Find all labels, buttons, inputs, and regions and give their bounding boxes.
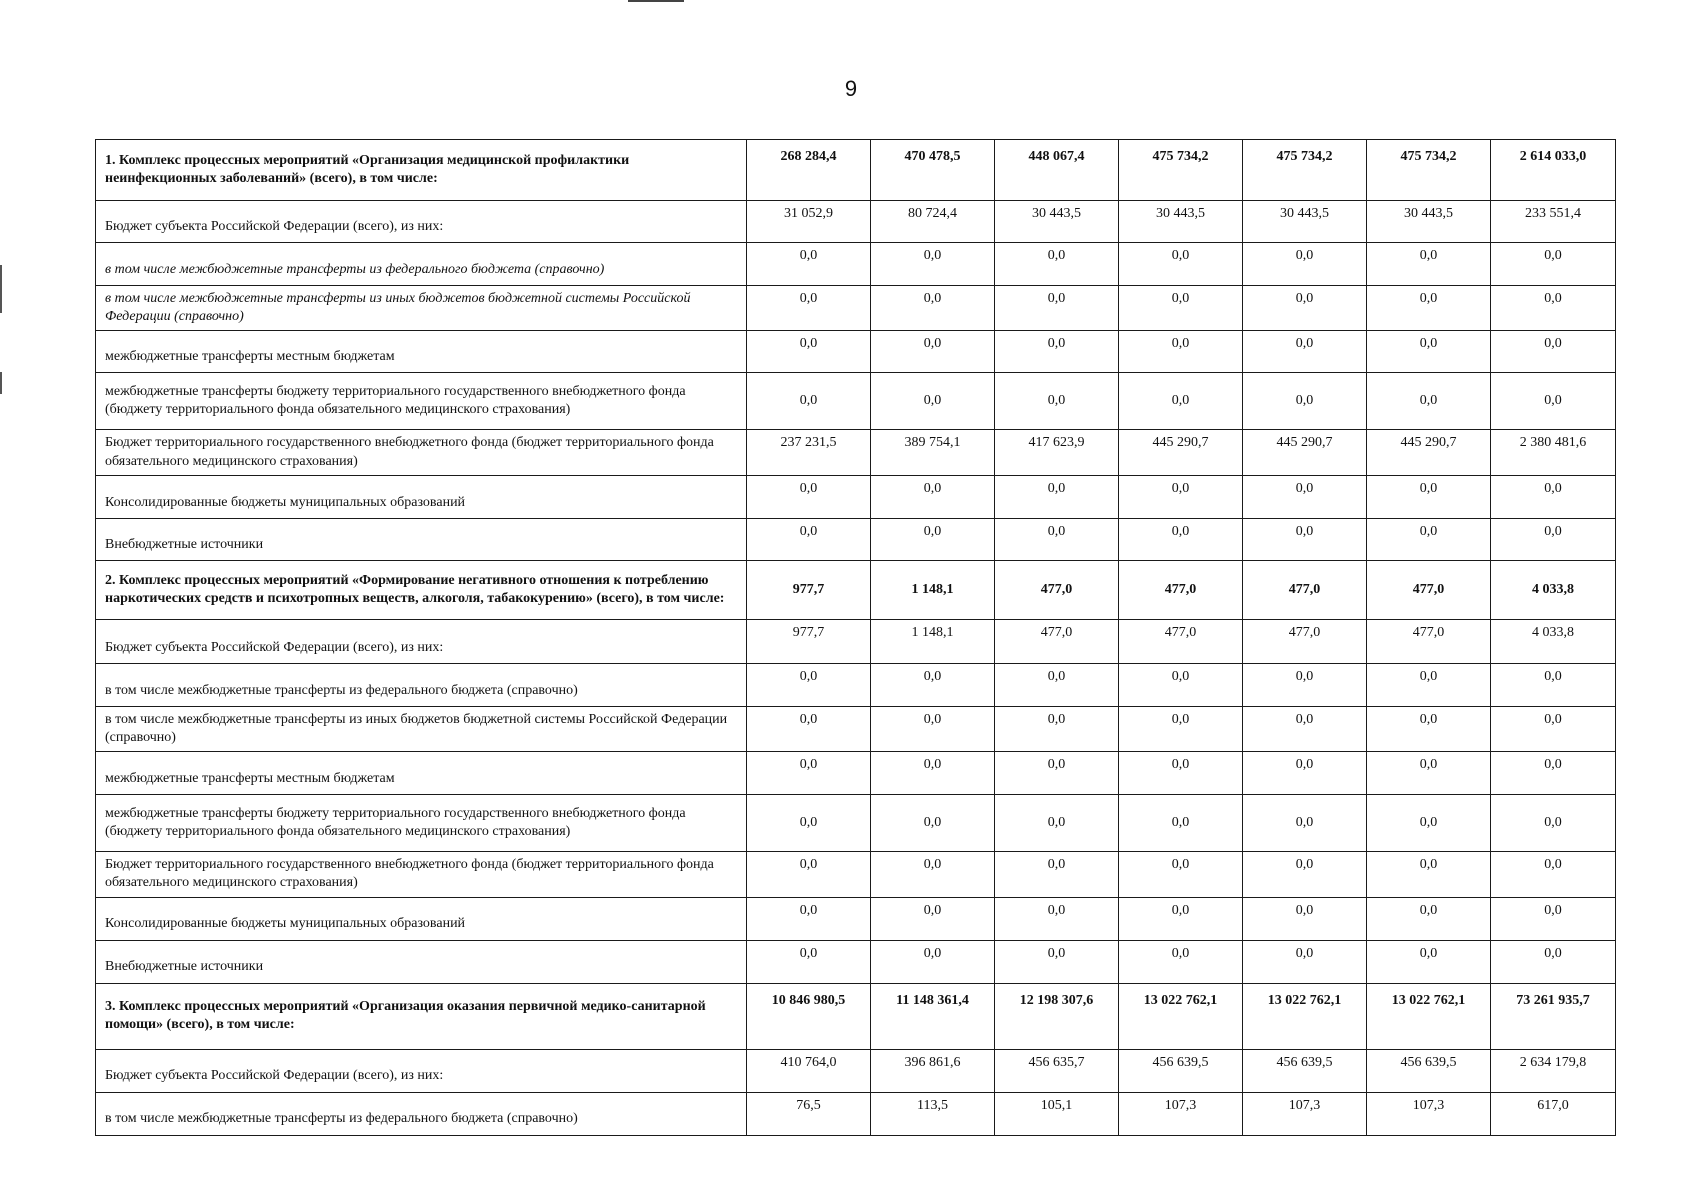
value-cell: 0,0: [995, 940, 1119, 983]
value-cell: 0,0: [1491, 243, 1616, 286]
value-cell: 30 443,5: [1243, 201, 1367, 243]
value-cell: 1 148,1: [871, 560, 995, 619]
table-row: [96, 983, 1616, 1049]
value-cell: 0,0: [1243, 706, 1367, 751]
value-cell: 0,0: [995, 331, 1119, 373]
value-cell: 233 551,4: [1491, 201, 1616, 243]
value-cell: 0,0: [995, 852, 1119, 897]
row-label: в том числе межбюджетные трансферты из иных бюджетов бюджетной системы Российской Федерации (справочно): [96, 286, 747, 331]
row-label: в том числе межбюджетные трансферты из федерального бюджета (справочно): [96, 1092, 747, 1135]
value-cell: 0,0: [1491, 795, 1616, 852]
value-cell: 0,0: [871, 475, 995, 518]
value-cell: 0,0: [747, 852, 871, 897]
value-cell: 0,0: [995, 286, 1119, 331]
value-cell: 0,0: [1367, 940, 1491, 983]
value-cell: 0,0: [1367, 795, 1491, 852]
value-cell: 0,0: [1119, 795, 1243, 852]
value-cell: 0,0: [747, 331, 871, 373]
value-cell: 0,0: [1243, 475, 1367, 518]
value-cell: 475 734,2: [1119, 140, 1243, 201]
value-cell: 268 284,4: [747, 140, 871, 201]
row-label: в том числе межбюджетные трансферты из федерального бюджета (справочно): [96, 663, 747, 706]
value-cell: 445 290,7: [1243, 430, 1367, 475]
value-cell: 0,0: [871, 940, 995, 983]
table-row: [96, 752, 1616, 795]
value-cell: 0,0: [1367, 663, 1491, 706]
value-cell: 0,0: [995, 518, 1119, 560]
row-label: 2. Комплекс процессных мероприятий «Формирование негативного отношения к потреблению наркотических средств и психотропных веществ, алкоголя, табакокурению» (всего), в том числе:: [96, 560, 747, 619]
value-cell: 0,0: [1119, 518, 1243, 560]
table-row: [96, 619, 1616, 663]
value-cell: 0,0: [995, 752, 1119, 795]
value-cell: 0,0: [995, 897, 1119, 940]
row-label: в том числе межбюджетные трансферты из федерального бюджета (справочно): [96, 243, 747, 286]
value-cell: 0,0: [995, 373, 1119, 430]
value-cell: 0,0: [871, 373, 995, 430]
value-cell: 0,0: [747, 518, 871, 560]
table-row: [96, 897, 1616, 940]
value-cell: 0,0: [747, 243, 871, 286]
value-cell: 0,0: [1491, 518, 1616, 560]
value-cell: 10 846 980,5: [747, 983, 871, 1049]
value-cell: 0,0: [871, 243, 995, 286]
value-cell: 0,0: [1491, 852, 1616, 897]
value-cell: 0,0: [1119, 475, 1243, 518]
value-cell: 0,0: [1243, 518, 1367, 560]
value-cell: 2 634 179,8: [1491, 1049, 1616, 1092]
value-cell: 477,0: [995, 619, 1119, 663]
value-cell: 31 052,9: [747, 201, 871, 243]
value-cell: 0,0: [1119, 663, 1243, 706]
value-cell: 30 443,5: [1119, 201, 1243, 243]
table-row: [96, 940, 1616, 983]
value-cell: 0,0: [1491, 897, 1616, 940]
value-cell: 0,0: [1367, 706, 1491, 751]
value-cell: 107,3: [1243, 1092, 1367, 1135]
value-cell: 0,0: [871, 518, 995, 560]
value-cell: 0,0: [1367, 897, 1491, 940]
row-label: Внебюджетные источники: [96, 518, 747, 560]
value-cell: 0,0: [747, 475, 871, 518]
value-cell: 0,0: [747, 940, 871, 983]
row-label: Бюджет территориального государственного внебюджетного фонда (бюджет территориального фонда обязательного медицинского страхования): [96, 430, 747, 475]
value-cell: 30 443,5: [995, 201, 1119, 243]
value-cell: 475 734,2: [1367, 140, 1491, 201]
row-label: межбюджетные трансферты местным бюджетам: [96, 752, 747, 795]
value-cell: 0,0: [1367, 243, 1491, 286]
value-cell: 0,0: [871, 852, 995, 897]
value-cell: 0,0: [1119, 752, 1243, 795]
value-cell: 0,0: [1243, 243, 1367, 286]
value-cell: 13 022 762,1: [1119, 983, 1243, 1049]
table-row: [96, 1092, 1616, 1135]
value-cell: 0,0: [747, 706, 871, 751]
table-row: [96, 201, 1616, 243]
value-cell: 0,0: [1243, 795, 1367, 852]
value-cell: 0,0: [1119, 706, 1243, 751]
value-cell: 4 033,8: [1491, 619, 1616, 663]
value-cell: 0,0: [995, 795, 1119, 852]
value-cell: 76,5: [747, 1092, 871, 1135]
value-cell: 0,0: [1243, 286, 1367, 331]
value-cell: 977,7: [747, 619, 871, 663]
value-cell: 1 148,1: [871, 619, 995, 663]
value-cell: 0,0: [1119, 286, 1243, 331]
value-cell: 0,0: [871, 706, 995, 751]
value-cell: 445 290,7: [1367, 430, 1491, 475]
row-label: Бюджет территориального государственного внебюджетного фонда (бюджет территориального фонда обязательного медицинского страхования): [96, 852, 747, 897]
value-cell: 105,1: [995, 1092, 1119, 1135]
row-label: межбюджетные трансферты бюджету территориального государственного внебюджетного фонда (бюджету территориального фонда обязательного медицинского страхования): [96, 795, 747, 852]
value-cell: 0,0: [995, 706, 1119, 751]
scan-edge-mark: [0, 265, 2, 313]
value-cell: 11 148 361,4: [871, 983, 995, 1049]
row-label: межбюджетные трансферты бюджету территориального государственного внебюджетного фонда (бюджету территориального фонда обязательного медицинского страхования): [96, 373, 747, 430]
value-cell: 0,0: [1491, 940, 1616, 983]
value-cell: 410 764,0: [747, 1049, 871, 1092]
value-cell: 4 033,8: [1491, 560, 1616, 619]
table-row: [96, 430, 1616, 475]
value-cell: 13 022 762,1: [1367, 983, 1491, 1049]
value-cell: 0,0: [1243, 852, 1367, 897]
value-cell: 0,0: [1119, 852, 1243, 897]
value-cell: 0,0: [1119, 940, 1243, 983]
value-cell: 445 290,7: [1119, 430, 1243, 475]
row-label: Бюджет субъекта Российской Федерации (всего), из них:: [96, 1049, 747, 1092]
value-cell: 617,0: [1491, 1092, 1616, 1135]
value-cell: 475 734,2: [1243, 140, 1367, 201]
value-cell: 477,0: [1243, 560, 1367, 619]
value-cell: 107,3: [1367, 1092, 1491, 1135]
value-cell: 0,0: [1367, 518, 1491, 560]
page-number: 9: [844, 76, 858, 101]
value-cell: 0,0: [747, 286, 871, 331]
value-cell: 113,5: [871, 1092, 995, 1135]
value-cell: 0,0: [1491, 752, 1616, 795]
value-cell: 470 478,5: [871, 140, 995, 201]
value-cell: 0,0: [1491, 475, 1616, 518]
value-cell: 0,0: [995, 663, 1119, 706]
value-cell: 0,0: [1243, 940, 1367, 983]
value-cell: 456 639,5: [1243, 1049, 1367, 1092]
budget-table: [95, 139, 1616, 1136]
value-cell: 0,0: [1119, 243, 1243, 286]
value-cell: 0,0: [995, 475, 1119, 518]
value-cell: 417 623,9: [995, 430, 1119, 475]
value-cell: 0,0: [1243, 331, 1367, 373]
table-row: [96, 852, 1616, 897]
table-row: [96, 706, 1616, 751]
value-cell: 456 639,5: [1119, 1049, 1243, 1092]
value-cell: 0,0: [995, 243, 1119, 286]
row-label: Бюджет субъекта Российской Федерации (всего), из них:: [96, 619, 747, 663]
value-cell: 0,0: [871, 286, 995, 331]
value-cell: 389 754,1: [871, 430, 995, 475]
table-row: [96, 1049, 1616, 1092]
scan-edge-mark: [0, 372, 2, 394]
value-cell: 477,0: [1119, 619, 1243, 663]
value-cell: 477,0: [1367, 619, 1491, 663]
value-cell: 0,0: [747, 897, 871, 940]
table-row: [96, 331, 1616, 373]
value-cell: 0,0: [1491, 373, 1616, 430]
value-cell: 477,0: [1243, 619, 1367, 663]
value-cell: 477,0: [995, 560, 1119, 619]
value-cell: 0,0: [1367, 752, 1491, 795]
value-cell: 0,0: [1119, 897, 1243, 940]
value-cell: 0,0: [1367, 373, 1491, 430]
value-cell: 12 198 307,6: [995, 983, 1119, 1049]
row-label: Консолидированные бюджеты муниципальных образований: [96, 897, 747, 940]
value-cell: 0,0: [747, 663, 871, 706]
value-cell: 2 380 481,6: [1491, 430, 1616, 475]
value-cell: 0,0: [1367, 286, 1491, 331]
row-label: 1. Комплекс процессных мероприятий «Организация медицинской профилактики неинфекционных заболеваний» (всего), в том числе:: [96, 140, 747, 201]
row-label: Внебюджетные источники: [96, 940, 747, 983]
scan-artifact-top: [628, 0, 684, 2]
value-cell: 396 861,6: [871, 1049, 995, 1092]
value-cell: 0,0: [747, 752, 871, 795]
value-cell: 0,0: [1119, 373, 1243, 430]
value-cell: 0,0: [1243, 373, 1367, 430]
row-label: межбюджетные трансферты местным бюджетам: [96, 331, 747, 373]
value-cell: 30 443,5: [1367, 201, 1491, 243]
table-row: [96, 795, 1616, 852]
value-cell: 0,0: [1491, 286, 1616, 331]
value-cell: 0,0: [871, 795, 995, 852]
value-cell: 0,0: [871, 663, 995, 706]
row-label: Бюджет субъекта Российской Федерации (всего), из них:: [96, 201, 747, 243]
value-cell: 0,0: [1243, 663, 1367, 706]
value-cell: 0,0: [1243, 897, 1367, 940]
value-cell: 107,3: [1119, 1092, 1243, 1135]
table-row: [96, 518, 1616, 560]
table-row: [96, 560, 1616, 619]
value-cell: 0,0: [1367, 331, 1491, 373]
value-cell: 73 261 935,7: [1491, 983, 1616, 1049]
table-row: [96, 286, 1616, 331]
row-label: Консолидированные бюджеты муниципальных образований: [96, 475, 747, 518]
value-cell: 237 231,5: [747, 430, 871, 475]
table-row: [96, 140, 1616, 201]
value-cell: 0,0: [1367, 852, 1491, 897]
value-cell: 0,0: [1243, 752, 1367, 795]
value-cell: 456 639,5: [1367, 1049, 1491, 1092]
value-cell: 0,0: [871, 331, 995, 373]
value-cell: 477,0: [1367, 560, 1491, 619]
value-cell: 0,0: [1367, 475, 1491, 518]
value-cell: 0,0: [1491, 331, 1616, 373]
value-cell: 477,0: [1119, 560, 1243, 619]
table-row: [96, 373, 1616, 430]
value-cell: 0,0: [1491, 706, 1616, 751]
table-row: [96, 475, 1616, 518]
value-cell: 0,0: [747, 373, 871, 430]
value-cell: 2 614 033,0: [1491, 140, 1616, 201]
table-row: [96, 663, 1616, 706]
value-cell: 0,0: [747, 795, 871, 852]
value-cell: 80 724,4: [871, 201, 995, 243]
row-label: в том числе межбюджетные трансферты из иных бюджетов бюджетной системы Российской Федерации (справочно): [96, 706, 747, 751]
value-cell: 977,7: [747, 560, 871, 619]
value-cell: 448 067,4: [995, 140, 1119, 201]
value-cell: 0,0: [871, 897, 995, 940]
value-cell: 13 022 762,1: [1243, 983, 1367, 1049]
value-cell: 0,0: [871, 752, 995, 795]
row-label: 3. Комплекс процессных мероприятий «Организация оказания первичной медико-санитарной помощи» (всего), в том числе:: [96, 983, 747, 1049]
value-cell: 0,0: [1491, 663, 1616, 706]
value-cell: 0,0: [1119, 331, 1243, 373]
value-cell: 456 635,7: [995, 1049, 1119, 1092]
table-row: [96, 243, 1616, 286]
